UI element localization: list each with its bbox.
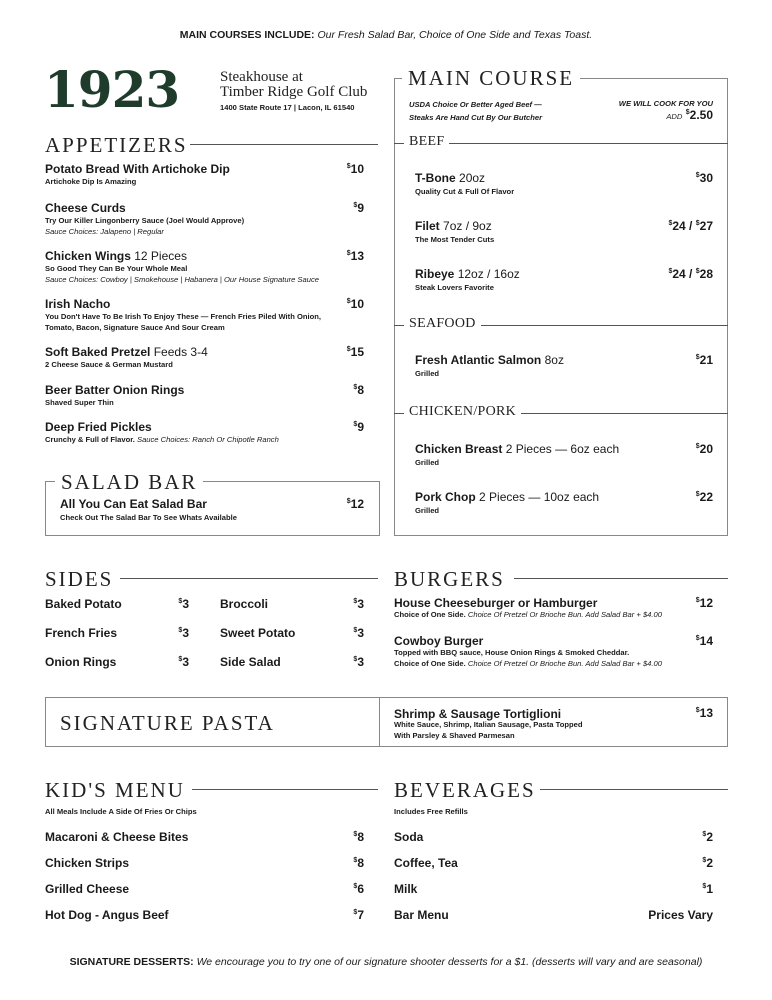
pasta-desc: White Sauce, Shrimp, Italian Sausage, Pasta Topped With Parsley & Shaved Parmesan xyxy=(394,720,583,740)
price-value: 20 xyxy=(699,442,713,456)
appetizer-price xyxy=(300,297,364,311)
currency-sign: $ xyxy=(702,857,707,864)
main-item-name xyxy=(415,442,619,456)
kids-item-price xyxy=(300,830,364,844)
logo-name: Steakhouse at Timber Ridge Golf Club xyxy=(220,69,368,100)
currency-sign: $ xyxy=(668,220,673,227)
price-value: 8 xyxy=(357,856,364,870)
beverages-title: BEVERAGES xyxy=(394,778,536,802)
main-item-extra: 2 Pieces — 10oz each xyxy=(479,490,600,504)
price-value: 24 xyxy=(672,219,686,233)
top-note: MAIN COURSES INCLUDE: Our Fresh Salad Bar, Choice of One Side and Texas Toast. xyxy=(179,29,593,41)
desc-italic: Sauce Choices: Jalapeno | Regular xyxy=(45,226,164,236)
price-value: 3 xyxy=(357,597,364,611)
main-item-desc: Grilled xyxy=(415,506,440,515)
price-value: 2 xyxy=(706,830,713,844)
burger-choice xyxy=(394,659,662,670)
appetizer-desc xyxy=(45,435,279,446)
side-item-name: French Fries xyxy=(45,626,118,640)
choice-text: Choice Of Pretzel Or Brioche Bun. Add Salad Bar + $4.00 xyxy=(467,658,662,668)
desc-line xyxy=(45,312,321,323)
appetizer-name xyxy=(45,297,110,311)
main-item-title: Pork Chop xyxy=(415,490,476,504)
kids-rule xyxy=(192,789,378,790)
pasta-price: $13 xyxy=(695,706,713,720)
burger-desc xyxy=(394,610,662,621)
side-item-price xyxy=(125,655,189,669)
group-title-seafood: SEAFOOD xyxy=(404,316,481,332)
desc-line xyxy=(45,177,136,188)
currency-sign: $ xyxy=(695,443,700,450)
appetizer-name xyxy=(45,345,208,359)
appetizer-desc xyxy=(45,264,319,285)
bar-menu-price: Prices Vary xyxy=(648,908,713,922)
main-item-title: Fresh Atlantic Salmon xyxy=(415,353,542,367)
desserts-note: SIGNATURE DESSERTS: We encourage you to try one of our signature shooter desserts for a $1. (desserts will vary and are seasonal) xyxy=(69,956,703,968)
appetizer-title: Potato Bread With Artichoke Dip xyxy=(45,162,230,176)
main-item-desc: Steak Lovers Favorite xyxy=(415,283,494,292)
appetizer-name xyxy=(45,383,184,397)
side-item-name: Baked Potato xyxy=(45,597,122,611)
beverage-price xyxy=(650,882,713,896)
desc-text: Shaved Super Thin xyxy=(45,398,114,407)
appetizer-title: Soft Baked Pretzel xyxy=(45,345,151,359)
price-value: 3 xyxy=(182,626,189,640)
price-value: 30 xyxy=(699,171,713,185)
beverages-rule xyxy=(540,789,728,790)
salad-bar-title: SALAD BAR xyxy=(55,470,203,495)
main-item-name xyxy=(415,171,485,185)
price-value: 7 xyxy=(357,908,364,922)
main-item-price xyxy=(600,442,713,456)
appetizer-price xyxy=(300,345,364,359)
currency-sign: $ xyxy=(178,598,183,605)
price-value: 3 xyxy=(182,597,189,611)
currency-sign: $ xyxy=(353,857,358,864)
kids-item-price xyxy=(300,908,364,922)
price-value: 9 xyxy=(357,201,364,215)
choice-text: Choice Of Pretzel Or Brioche Bun. Add Salad Bar + $4.00 xyxy=(467,610,662,619)
desc-italic: Sauce Choices: Cowboy | Smokehouse | Habanera | Our House Signature Sauce xyxy=(45,274,319,284)
currency-sign: $ xyxy=(353,598,358,605)
main-item-price xyxy=(600,171,713,185)
price-value: 2 xyxy=(706,856,713,870)
burgers-rule xyxy=(514,578,728,579)
currency-sign: $ xyxy=(353,421,358,428)
sides-title: SIDES xyxy=(45,567,114,591)
burger-price xyxy=(650,596,713,610)
salad-bar-price: $12 xyxy=(346,497,364,511)
choice-label: Choice of One Side. xyxy=(394,658,466,668)
main-item-title: Ribeye xyxy=(415,267,455,281)
desc-line xyxy=(45,264,319,275)
price-value: 3 xyxy=(182,655,189,669)
main-item-extra: 7oz / 9oz xyxy=(443,219,492,233)
burger-desc xyxy=(394,648,662,669)
burger-desc-line: Topped with BBQ sauce, House Onion Rings & Smoked Cheddar. xyxy=(394,648,630,657)
currency-sign: $ xyxy=(353,883,358,890)
logo-address: 1400 State Route 17 | Lacon, IL 61540 xyxy=(220,103,355,112)
price-value: 3 xyxy=(357,626,364,640)
logo-year: 1923 xyxy=(44,60,180,119)
sides-rule xyxy=(120,578,378,579)
main-item-desc: The Most Tender Cuts xyxy=(415,235,495,244)
appetizer-title: Chicken Wings xyxy=(45,249,131,263)
side-item-name: Sweet Potato xyxy=(220,626,296,640)
price-value: 15 xyxy=(350,345,364,359)
main-item-price xyxy=(600,353,713,367)
side-item-name: Side Salad xyxy=(220,655,281,669)
appetizer-name xyxy=(45,420,152,434)
main-item-extra: 12oz / 16oz xyxy=(457,267,520,281)
appetizer-desc xyxy=(45,398,114,409)
side-item-price xyxy=(125,597,189,611)
choice-label: Choice of One Side. xyxy=(394,610,466,619)
kids-note: All Meals Include A Side Of Fries Or Chips xyxy=(45,807,197,816)
desc-line: Tomato, Bacon, Signature Sauce And Sour Cream xyxy=(45,322,225,332)
price-value: 27 xyxy=(699,219,713,233)
appetizer-price xyxy=(300,162,364,176)
appetizer-title: Irish Nacho xyxy=(45,297,111,311)
main-item-name xyxy=(415,490,599,504)
beverage-name: Coffee, Tea xyxy=(394,856,458,870)
currency-sign: $ xyxy=(695,172,700,179)
pasta-divider xyxy=(379,697,380,747)
appetizers-title: APPETIZERS xyxy=(45,133,188,157)
appetizer-price xyxy=(300,201,364,215)
currency-sign: $ xyxy=(668,268,673,275)
currency-sign: $ xyxy=(695,597,700,604)
price-value: 13 xyxy=(350,249,364,263)
main-item-price: $24 / $28 xyxy=(668,267,713,281)
currency-sign: $ xyxy=(353,909,358,916)
price-value: 22 xyxy=(699,490,713,504)
main-item-title: T-Bone xyxy=(415,171,456,185)
burger-name: House Cheeseburger or Hamburger xyxy=(394,596,598,610)
salad-bar-name: All You Can Eat Salad Bar xyxy=(60,497,207,511)
currency-sign: $ xyxy=(353,656,358,663)
price-value: 10 xyxy=(350,297,364,311)
kids-title: KID'S MENU xyxy=(45,778,185,802)
main-item-title: Filet xyxy=(415,219,440,233)
main-item-name xyxy=(415,219,492,233)
main-item-title: Chicken Breast xyxy=(415,442,503,456)
beverages-note: Includes Free Refills xyxy=(394,807,468,816)
appetizer-title: Deep Fried Pickles xyxy=(45,420,152,434)
desc-text: You Don't Have To Be Irish To Enjoy These — French Fries Piled With Onion, xyxy=(45,312,321,321)
appetizer-title: Cheese Curds xyxy=(45,201,126,215)
side-item-price xyxy=(300,655,364,669)
currency-sign: $ xyxy=(702,831,707,838)
appetizer-price xyxy=(300,249,364,263)
appetizer-name xyxy=(45,162,230,176)
side-item-name: Broccoli xyxy=(220,597,269,611)
price-value: 6 xyxy=(357,882,364,896)
currency-sign: $ xyxy=(353,627,358,634)
appetizers-rule xyxy=(190,144,378,145)
appetizer-desc xyxy=(45,216,244,237)
appetizer-price xyxy=(300,420,364,434)
main-item-desc: Quality Cut & Full Of Flavor xyxy=(415,187,515,196)
kids-item-price xyxy=(300,856,364,870)
price-value: 1 xyxy=(706,882,713,896)
kids-item-name: Chicken Strips xyxy=(45,856,130,870)
desc-line xyxy=(45,435,279,446)
main-item-desc: Grilled xyxy=(415,369,440,378)
desc-line xyxy=(45,360,173,371)
desc-line xyxy=(45,216,244,227)
currency-sign: $ xyxy=(353,384,358,391)
appetizer-name xyxy=(45,249,187,263)
currency-sign: $ xyxy=(702,883,707,890)
currency-sign: $ xyxy=(346,163,351,170)
side-item-price xyxy=(300,626,364,640)
currency-sign: $ xyxy=(353,202,358,209)
desc-text: So Good They Can Be Your Whole Meal xyxy=(45,264,188,273)
price-value: 9 xyxy=(357,420,364,434)
main-item-extra: 2 Pieces — 6oz each xyxy=(505,442,620,456)
desc-italic: Sauce Choices: Ranch Or Chipotle Ranch xyxy=(137,435,279,444)
price-value: 24 xyxy=(672,267,686,281)
beverage-name: Soda xyxy=(394,830,424,844)
currency-sign: $ xyxy=(178,656,183,663)
kids-item-name: Hot Dog - Angus Beef xyxy=(45,908,169,922)
main-item-name xyxy=(415,267,520,281)
desc-text: 2 Cheese Sauce & German Mustard xyxy=(45,360,173,369)
price-value: 21 xyxy=(699,353,713,367)
pasta-name: Shrimp & Sausage Tortiglioni xyxy=(394,707,562,721)
pasta-title: SIGNATURE PASTA xyxy=(60,711,275,735)
currency-sign: $ xyxy=(695,354,700,361)
appetizer-name xyxy=(45,201,126,215)
main-course-note: USDA Choice Or Better Aged Beef — Steaks Are Hand Cut By Our Butcher xyxy=(409,100,543,122)
currency-sign: $ xyxy=(346,346,351,353)
price-value: 8 xyxy=(357,383,364,397)
desc-text: Try Our Killer Lingonberry Sauce (Joel Would Approve) xyxy=(45,216,245,225)
appetizer-desc xyxy=(45,360,173,371)
burger-choice xyxy=(394,610,662,621)
currency-sign: $ xyxy=(353,831,358,838)
main-item-extra: 8oz xyxy=(544,353,564,367)
beverage-price xyxy=(650,856,713,870)
main-item-extra: 20oz xyxy=(459,171,486,185)
salad-bar-desc: Check Out The Salad Bar To See Whats Available xyxy=(60,513,237,522)
appetizer-price xyxy=(300,383,364,397)
group-title-chicken-pork: CHICKEN/PORK xyxy=(404,404,521,420)
group-title-beef: BEEF xyxy=(404,134,449,150)
price-value: 10 xyxy=(350,162,364,176)
main-item-price: $24 / $27 xyxy=(668,219,713,233)
price-value: 14 xyxy=(699,634,713,648)
appetizer-desc xyxy=(45,312,321,333)
side-item-price xyxy=(125,626,189,640)
burgers-title: BURGERS xyxy=(394,567,505,591)
currency-sign: $ xyxy=(178,627,183,634)
kids-item-name: Macaroni & Cheese Bites xyxy=(45,830,189,844)
desc-text: Crunchy & Full of Flavor. xyxy=(45,435,135,444)
cook-for-you: WE WILL COOK FOR YOU ADD $2.50 xyxy=(618,99,713,122)
price-value: 3 xyxy=(357,655,364,669)
main-course-title: MAIN COURSE xyxy=(402,66,580,91)
price-value: 8 xyxy=(357,830,364,844)
burger-name: Cowboy Burger xyxy=(394,634,484,648)
main-item-desc: Grilled xyxy=(415,458,440,467)
main-item-price xyxy=(600,490,713,504)
price-value: 12 xyxy=(699,596,713,610)
price-value: 28 xyxy=(699,267,713,281)
appetizer-extra: 12 Pieces xyxy=(134,249,187,263)
main-item-name xyxy=(415,353,564,367)
appetizer-extra: Feeds 3-4 xyxy=(153,345,208,359)
beverage-price xyxy=(650,830,713,844)
kids-item-price xyxy=(300,882,364,896)
side-item-price xyxy=(300,597,364,611)
kids-item-name: Grilled Cheese xyxy=(45,882,130,896)
beverage-name: Milk xyxy=(394,882,418,896)
bar-menu-name: Bar Menu xyxy=(394,908,449,922)
currency-sign: $ xyxy=(695,491,700,498)
currency-sign: $ xyxy=(346,298,351,305)
currency-sign: $ xyxy=(695,220,700,227)
burger-price xyxy=(650,634,713,648)
appetizer-desc xyxy=(45,177,136,188)
currency-sign: $ xyxy=(695,268,700,275)
desc-line xyxy=(45,398,114,409)
desc-text: Artichoke Dip Is Amazing xyxy=(45,177,137,186)
currency-sign: $ xyxy=(346,250,351,257)
appetizer-title: Beer Batter Onion Rings xyxy=(45,383,185,397)
side-item-name: Onion Rings xyxy=(45,655,117,669)
currency-sign: $ xyxy=(695,635,700,642)
